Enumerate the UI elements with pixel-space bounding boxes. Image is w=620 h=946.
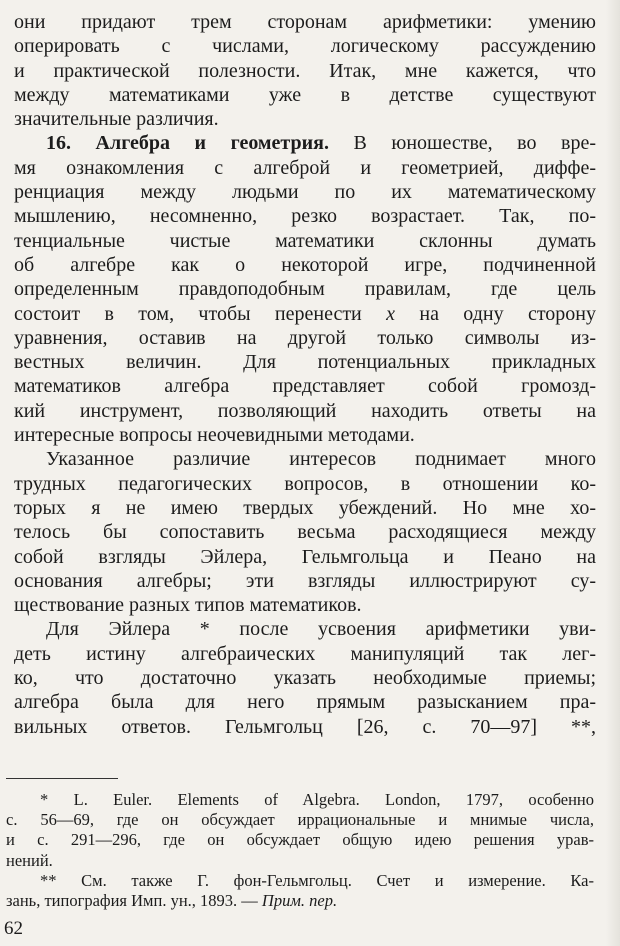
text-line: определенным правдоподобным правилам, где цель [14,278,596,301]
text-line: между математиками уже в детстве существуют [14,83,596,106]
translator-note: Прим. пер. [261,890,338,910]
footnote-divider [6,778,118,779]
variable-x: x [386,302,396,325]
text-fragment: В юношестве, во вре- [353,132,597,155]
text-line: математиков алгебра представляет собой громозд- [14,375,596,398]
text-line: ществование разных типов математиков. [14,594,362,617]
text-line: оперировать с числами, логическому рассуждению [14,35,596,58]
footnote-line: ** См. также Г. фон-Гельмгольц. Счет и измерение. Ка- [40,870,594,890]
text-line: они придают трем сторонам арифметики: умению [14,11,596,33]
text-line: трудных педагогических вопросов, в отношении ко- [14,472,596,495]
text-line: ко, что достаточно указать необходимые приемы; [14,667,596,690]
text-line: интересные вопросы неочевидными методами. [14,424,415,447]
page-edge-shadow [606,0,620,946]
text-line: телось бы сопоставить весьма расходящиеся между [14,521,596,544]
text-line-with-variable [14,302,596,326]
main-text [14,10,596,739]
text-line: торых я не имею твердых убеждений. Но мне хо- [14,496,596,519]
section-heading-line [14,131,596,155]
footnote-fragment: зань, типография Имп. ун., 1893. — [6,890,258,910]
text-line: значительные различия. [14,108,219,131]
footnote-line: нений. [6,850,53,870]
text-line: деть истину алгебраических манипуляций так лег- [14,642,596,665]
text-line: тенциальные чистые математики склонны думать [14,229,596,252]
text-line: ренциация между людьми по их математическому [14,181,596,204]
text-line: алгебра была для него прямым разысканием пра- [14,691,596,714]
text-line: Для Эйлера * после усвоения арифметики уви- [46,618,596,641]
section-heading: 16. Алгебра и геометрия. [46,132,329,155]
footnote-line: и с. 291—296, где он обсуждает общую идею решения урав- [6,830,594,850]
text-fragment: состоит в том, чтобы перенести [14,302,362,325]
text-line: вильных ответов. Гельмгольц [26, с. 70—97] **, [14,715,596,738]
footnote-line: * L. Euler. Elements of Algebra. London, 1797, особенно [40,790,594,809]
text-line: кий инструмент, позволяющий находить ответы на [14,399,596,422]
text-line: мышлению, несомненно, резко возрастает. Так, по- [14,205,596,228]
text-line: мя ознакомления с алгеброй и геометрией, диффе- [14,156,596,179]
footnotes [6,790,594,911]
page-number: 62 [4,918,23,939]
text-line: основания алгебры; эти взгляды иллюстрируют су- [14,569,596,592]
footnote-line: с. 56—69, где он обсуждает иррациональные и мнимые числа, [6,810,594,830]
text-line: вестных величин. Для потенциальных прикладных [14,351,596,374]
text-line: Указанное различие интересов поднимает много [46,448,596,471]
text-line: об алгебре как о некоторой игре, подчиненной [14,253,596,276]
footnote-line-with-note [6,891,594,911]
text-line: собой взгляды Эйлера, Гельмгольца и Пеано на [14,545,596,568]
text-line: и практической полезности. Итак, мне кажется, что [14,59,596,82]
text-line: уравнения, оставив на другой только символы из- [14,326,596,349]
text-fragment: на одну сторону [419,302,597,325]
